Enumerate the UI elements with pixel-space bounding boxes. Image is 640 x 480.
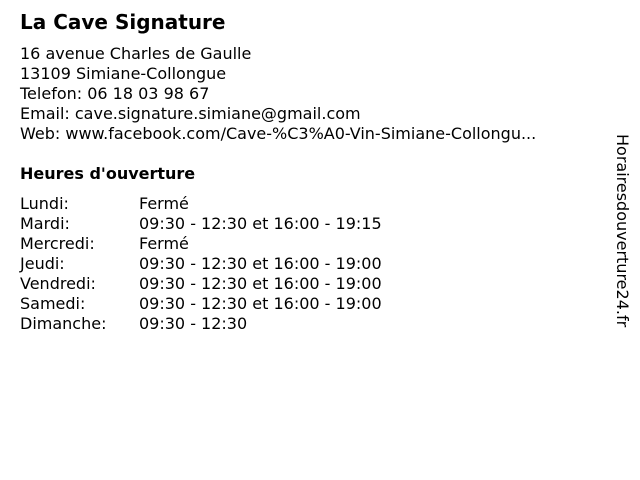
day-label: Dimanche: [20, 314, 107, 333]
email-address: Email: cave.signature.simiane@gmail.com [20, 104, 361, 123]
day-label: Vendredi: [20, 274, 96, 293]
day-hours: Fermé [139, 194, 189, 213]
hours-heading: Heures d'ouverture [20, 164, 196, 183]
day-label: Samedi: [20, 294, 86, 313]
day-label: Lundi: [20, 194, 69, 213]
day-label: Jeudi: [20, 254, 65, 273]
business-name: La Cave Signature [20, 10, 226, 34]
day-label: Mardi: [20, 214, 70, 233]
day-hours: 09:30 - 12:30 et 16:00 - 19:00 [139, 294, 382, 313]
day-hours: 09:30 - 12:30 et 16:00 - 19:15 [139, 214, 382, 233]
day-hours: Fermé [139, 234, 189, 253]
website-link[interactable]: Web: www.facebook.com/Cave-%C3%A0-Vin-Simiane-Collongu... [20, 124, 537, 143]
day-hours: 09:30 - 12:30 et 16:00 - 19:00 [139, 254, 382, 273]
day-hours: 09:30 - 12:30 [139, 314, 248, 333]
day-hours: 09:30 - 12:30 et 16:00 - 19:00 [139, 274, 382, 293]
business-contact-block [20, 44, 536, 144]
street-address: 16 avenue Charles de Gaulle [20, 44, 252, 63]
day-label: Mercredi: [20, 234, 95, 253]
phone-number: Telefon: 06 18 03 98 67 [20, 84, 210, 103]
site-brand-vertical: Horairesdouverture24.fr [613, 134, 632, 328]
city-address: 13109 Simiane-Collongue [20, 64, 227, 83]
